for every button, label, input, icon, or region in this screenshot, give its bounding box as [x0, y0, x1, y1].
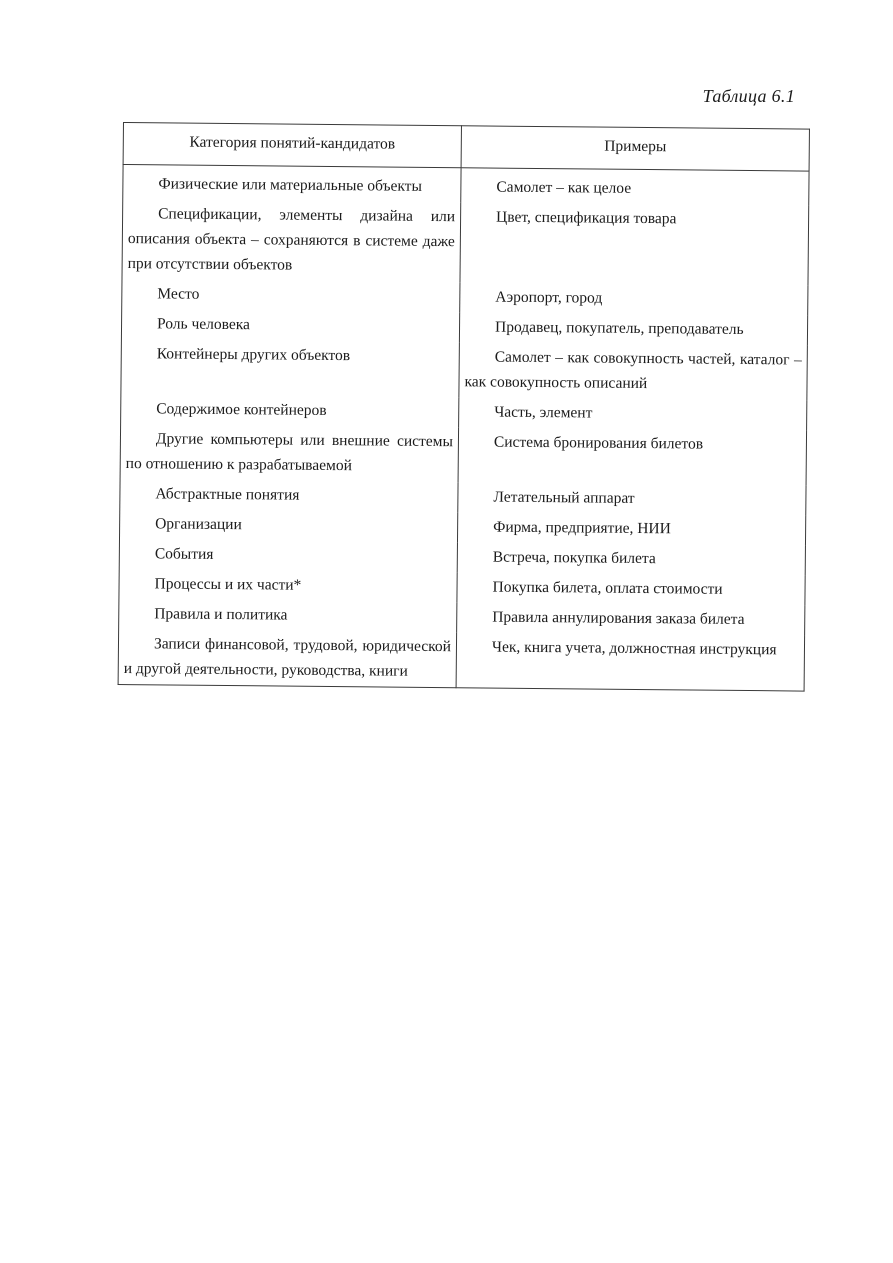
example-cell: Летательный аппарат: [458, 482, 806, 515]
example-cell: Продавец, покупатель, преподаватель: [459, 312, 807, 345]
category-cell: Абстрактные понятия: [120, 479, 458, 512]
example-cell: Часть, элемент: [459, 397, 807, 430]
concept-categories-table: [118, 122, 810, 692]
example-cell: Правила аннулирования заказа билета: [457, 602, 805, 635]
example-cell: Аэропорт, город: [460, 282, 808, 315]
table-caption: Таблица 6.1: [702, 86, 795, 106]
example-cell: Самолет – как совокупность частей, каталог – как совокупность описаний: [459, 342, 808, 400]
category-cell: Спецификации, элементы дизайна или описания объекта – сохраняются в системе даже при отсутствии объектов: [122, 199, 461, 282]
table-body: [118, 165, 809, 692]
category-cell: Другие компьютеры или внешние системы по отношению к разрабатываемой: [120, 424, 459, 482]
category-cell: Контейнеры других объектов: [121, 339, 460, 397]
header-examples: Примеры: [461, 126, 809, 171]
category-cell: Роль человека: [121, 309, 459, 342]
category-cell: Физические или материальные объекты: [123, 165, 461, 203]
example-cell: Цвет, спецификация товара: [460, 202, 809, 285]
header-category: Категория понятий-кандидатов: [123, 123, 461, 168]
header-row: [123, 123, 809, 172]
example-cell: Самолет – как целое: [461, 168, 809, 206]
table-row: [122, 199, 809, 286]
table-row: [121, 339, 807, 401]
table-row: [120, 424, 806, 486]
category-cell: Записи финансовой, трудовой, юридической и другой деятельности, руководства, книги: [118, 629, 457, 688]
example-cell: Встреча, покупка билета: [457, 542, 805, 575]
example-cell: Система бронирования билетов: [458, 427, 807, 485]
example-cell: Фирма, предприятие, НИИ: [457, 512, 805, 545]
example-cell: Чек, книга учета, должностная инструкция: [456, 632, 805, 691]
category-cell: Правила и политика: [119, 599, 457, 632]
category-cell: Содержимое контейнеров: [121, 394, 459, 427]
example-cell: Покупка билета, оплата стоимости: [457, 572, 805, 605]
table-row: [118, 629, 805, 691]
category-cell: Организации: [119, 509, 457, 542]
table-header: [123, 123, 809, 172]
category-cell: Место: [122, 279, 460, 312]
category-cell: События: [119, 539, 457, 572]
category-cell: Процессы и их части*: [119, 569, 457, 602]
